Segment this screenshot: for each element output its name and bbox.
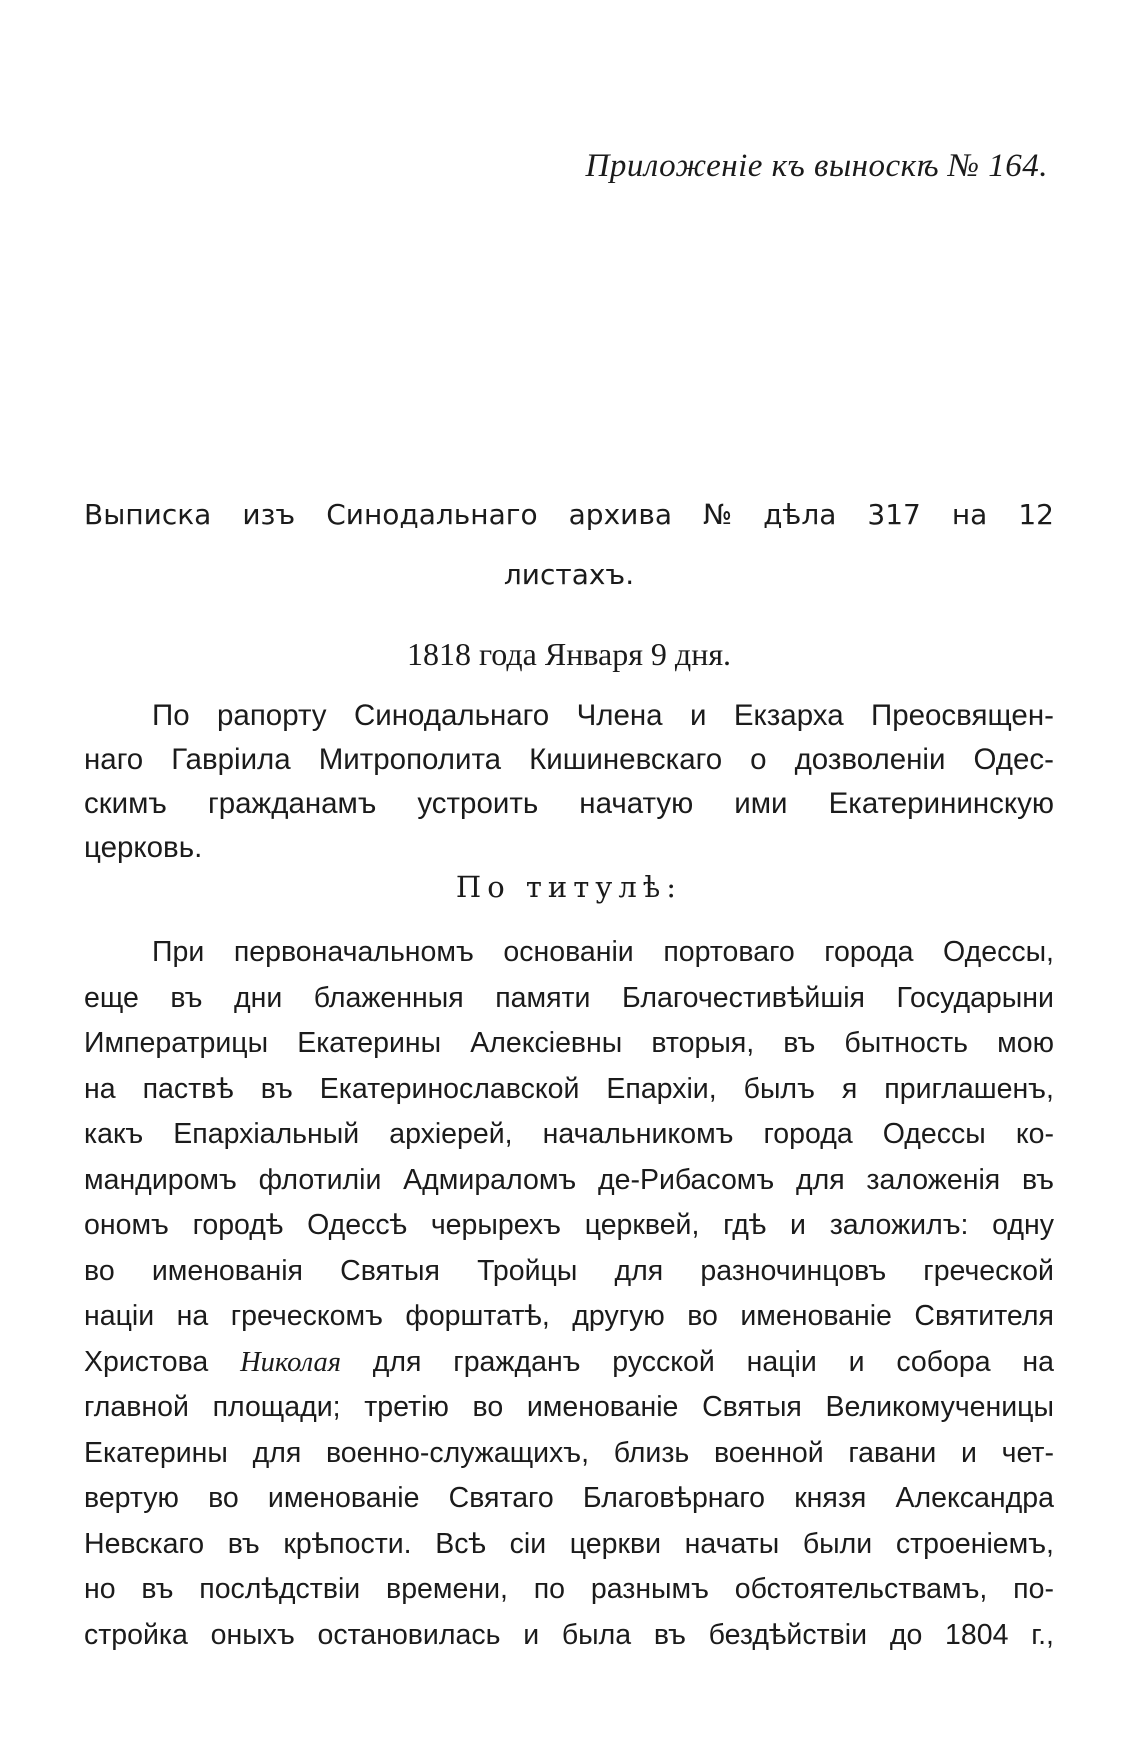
body-line: стройка оныхъ остановилась и была въ бездѣйствіи до 1804 г., <box>84 1618 1054 1651</box>
title-word: изъ <box>242 498 296 531</box>
title-word: Выписка <box>84 498 212 531</box>
document-title-line-2: листахъ. <box>503 558 635 591</box>
body-line: мандиромъ флотиліи Адмираломъ де-Рибасомъ для заложенія въ <box>84 1163 1054 1196</box>
body-line: во именованія Святыя Тройцы для разночинцовъ греческой <box>84 1254 1054 1287</box>
title-word: архива <box>568 498 672 531</box>
report-line: церковь. <box>84 831 203 864</box>
body-line: націи на греческомъ форштатѣ, другую во именованіе Святителя <box>84 1300 1054 1332</box>
body-line: какъ Епархіальный архіерей, начальникомъ города Одессы ко- <box>84 1118 1054 1150</box>
title-word: № <box>703 498 733 531</box>
body-paragraph <box>84 930 1054 1658</box>
title-word: на <box>951 498 988 531</box>
body-line: Невскаго въ крѣпости. Всѣ сіи церкви начаты были строеніемъ, <box>84 1527 1054 1560</box>
title-word: 12 <box>1018 498 1054 531</box>
appendix-header: Приложеніе къ выноскѣ № 164. <box>585 148 1048 184</box>
body-line: Екатерины для военно-служащихъ, близь военной гавани и чет- <box>84 1436 1054 1469</box>
report-line: наго Гавріила Митрополита Кишиневскаго о дозволеніи Одес- <box>84 743 1054 776</box>
body-line: Христова Николая для гражданъ русской націи и собора на <box>84 1345 1054 1378</box>
section-heading-po-titule: По титулѣ: <box>455 870 683 904</box>
title-word: 317 <box>867 498 921 531</box>
title-word: Синодальнаго <box>326 498 538 531</box>
report-line: скимъ гражданамъ устроить начатую ими Екатерининскую <box>84 787 1054 820</box>
document-date: 1818 года Января 9 дня. <box>406 636 732 672</box>
body-line: ономъ городѣ Одессѣ черырехъ церквей, гдѣ и заложилъ: одну <box>84 1209 1054 1241</box>
report-paragraph <box>84 694 1054 870</box>
body-line: главной площади; третію во именованіе Святыя Великомученицы <box>84 1391 1054 1423</box>
title-word: дѣла <box>763 498 837 531</box>
body-line: Императрицы Екатерины Алексіевны вторыя, въ бытность мою <box>84 1027 1054 1059</box>
body-line: При первоначальномъ основаніи портоваго города Одессы, <box>152 936 1054 968</box>
body-line: но въ послѣдствіи времени, по разнымъ обстоятельствамъ, по- <box>84 1573 1054 1605</box>
document-title-line-1 <box>84 498 1054 531</box>
body-line: на паствѣ въ Екатеринославской Епархіи, былъ я приглашенъ, <box>84 1072 1054 1105</box>
body-line: еще въ дни блаженныя памяти Благочестивѣйшія Государыни <box>84 981 1054 1014</box>
report-line: По рапорту Синодальнаго Члена и Екзарха Преосвящен- <box>152 699 1054 732</box>
body-line: вертую во именованіе Святаго Благовѣрнаго князя Александра <box>84 1482 1054 1514</box>
